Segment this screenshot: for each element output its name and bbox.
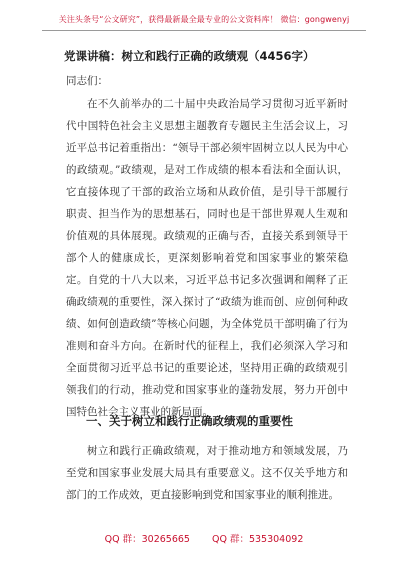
footer-banner	[0, 533, 408, 547]
salutation: 同志们：	[66, 75, 108, 87]
header-banner: 关注头条号“公文研究”，获得最新最全最专业的公文资料库！ 微信：gongwenyj	[58, 15, 350, 24]
document-title: 党课讲稿：树立和践行正确的政绩观（4456字）	[64, 49, 315, 63]
body-paragraph: 在不久前举办的二十届中央政治局学习贯彻习近平新时代中国特色社会主义思想主题教育专题民主生活会议上，习近平总书记着重指出：“领导干部必须牢固树立以人民为中心的政绩观。”政绩观，是对工作成绩的根本看法和全面认识，它直接体现了干部的政治立场和从政价值，是引导干部履行职责、担当作为的思想基石，同时也是干部世界观人生观和价值观的具体展现。政绩观的正确与否，直接关系到领导干部个人的健康成长，更深刻影响着党和国家事业的繁荣稳定。自党的十八大以来，习近平总书记多次强调和阐释了正确政绩观的重要性，深入探讨了“政绩为谁而创、应创何种政绩、如何创造政绩”等核心问题，为全体党员干部明确了行为准则和奋斗方向。在新时代的征程上，我们必须深入学习和全面贯彻习近平总书记的重要论述，坚持用正确的政绩观引领我们的行动，推动党和国家事业的蓬勃发展，努力开创中国特色社会主义事业的新局面。	[66, 98, 348, 418]
section-paragraph: 树立和践行正确政绩观，对于推动地方和领域发展，乃至党和国家事业发展大局具有重要意义。这不仅关乎地方和部门的工作成效，更直接影响到党和国家事业的顺利推进。	[66, 445, 348, 501]
section-heading: 一、关于树立和践行正确政绩观的重要性	[86, 414, 293, 428]
footer-qq-group-1: QQ 群：30265665	[104, 534, 190, 545]
footer-qq-group-2: QQ 群：535304092	[211, 534, 304, 545]
header-divider	[42, 30, 366, 31]
